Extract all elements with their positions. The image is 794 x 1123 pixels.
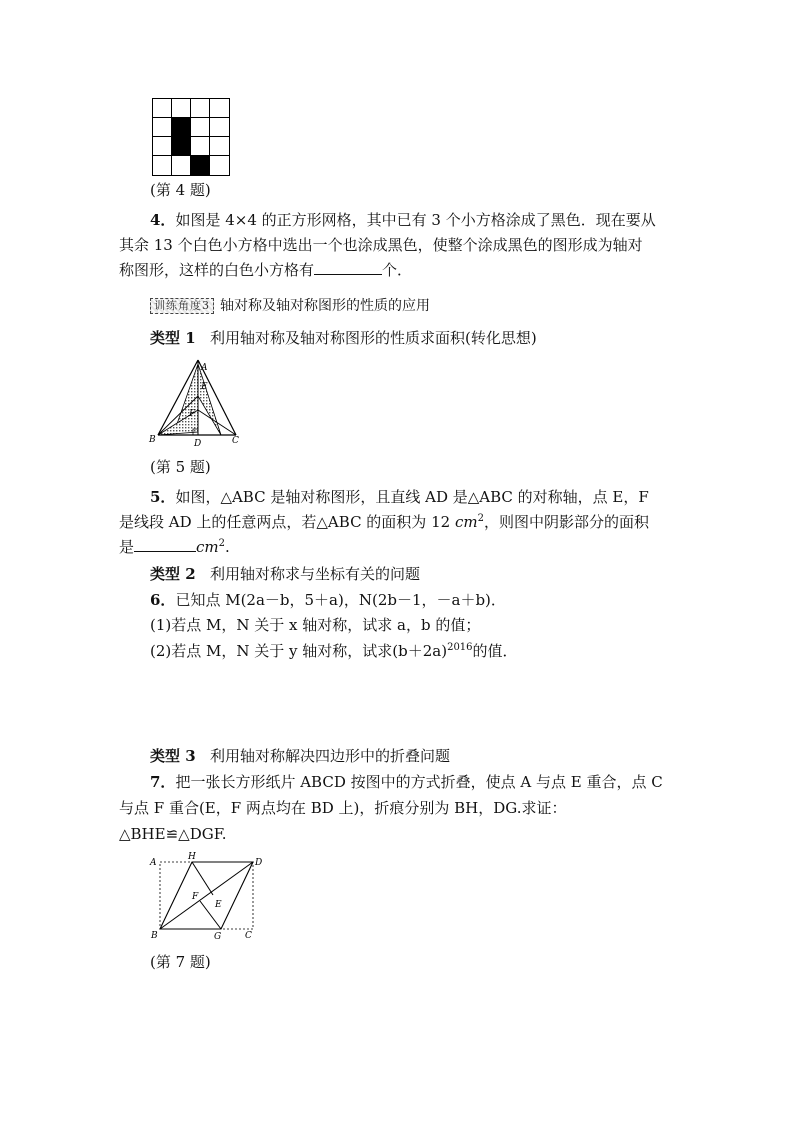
q7-number: 7． (150, 773, 176, 791)
q6-line1 (150, 590, 506, 610)
q5-text-3a: 是 (119, 538, 135, 556)
q5-text-3b: . (225, 538, 230, 556)
section-badge: 训练角度3 (150, 298, 214, 314)
type1-heading (150, 328, 537, 348)
q5-figure-caption: (第 5 题) (150, 458, 211, 476)
q4-line3 (119, 260, 412, 280)
q7-label-G: G (214, 932, 222, 942)
q7-label-A: A (150, 858, 157, 868)
q7-line3: △BHE≌△DGF. (119, 825, 227, 843)
q5-label-A: A (201, 363, 208, 373)
q6-text-2b: 的值． (472, 642, 518, 660)
q4-line1 (150, 210, 656, 230)
type3-title: 利用轴对称解决四边形中的折叠问题 (209, 747, 450, 765)
q7-label-E: E (215, 900, 222, 910)
q7-text-1: 把一张长方形纸片 ABCD 按图中的方式折叠，使点 A 与点 E 重合，点 C (175, 773, 663, 791)
q5-label-C: C (232, 436, 239, 446)
q5-answer-blank (134, 537, 196, 552)
q7-figure-caption: (第 7 题) (150, 953, 211, 971)
q5-number: 5． (150, 488, 176, 506)
q6-text-1: 已知点 M(2a－b，5＋a)，N(2b－1，－a＋b)． (175, 591, 506, 609)
q5-text-2b: ，则图中阴影部分的面积 (483, 513, 649, 531)
q4-grid-figure (152, 98, 230, 176)
q4-text-3a: 称图形，这样的白色小方格有 (119, 261, 315, 279)
q7-label-B: B (151, 931, 158, 941)
type2-label: 类型 2 (150, 565, 196, 583)
q7-label-D: D (255, 858, 262, 868)
q4-text-1: 如图是 4×4 的正方形网格，其中已有 3 个小方格涂成了黑色．现在要从 (175, 211, 656, 229)
type2-heading (150, 564, 420, 584)
q7-label-F: F (192, 892, 199, 902)
q5-label-F: F (189, 409, 196, 419)
grid-black-cell-1 (172, 118, 191, 137)
q6-text-2a: (2)若点 M，N 关于 y 轴对称，试求(b＋2a) (150, 642, 448, 660)
q5-text-2a: 是线段 AD 上的任意两点，若△ABC 的面积为 12 (119, 513, 455, 531)
q5-line1 (150, 487, 649, 507)
q5-unit: cm (454, 513, 478, 531)
q7-line1 (150, 772, 663, 792)
q5-label-E: E (201, 382, 208, 392)
q6-number: 6． (150, 591, 176, 609)
type1-label: 类型 1 (150, 329, 196, 347)
q5-label-D: D (194, 439, 202, 449)
type2-title: 利用轴对称求与坐标有关的问题 (209, 565, 420, 583)
q4-number: 4． (150, 211, 176, 229)
q5-line2 (119, 512, 649, 532)
type3-label: 类型 3 (150, 747, 196, 765)
q5-triangle-figure (146, 352, 246, 452)
q6-part2 (150, 641, 518, 661)
q5-unit-exp: 2 (477, 513, 484, 524)
section-header (150, 295, 430, 316)
q6-part1: (1)若点 M，N 关于 x 轴对称，试求 a，b 的值； (150, 616, 481, 634)
grid-black-cell-2 (172, 137, 191, 156)
q7-rectangle-figure (147, 852, 262, 944)
section-title: 轴对称及轴对称图形的性质的应用 (220, 298, 430, 314)
q4-line2: 其余 13 个白色小方格中选出一个也涂成黑色，使整个涂成黑色的图形成为轴对 (119, 236, 643, 254)
q5-label-B: B (149, 435, 156, 445)
type1-title: 利用轴对称及轴对称图形的性质求面积(转化思想) (209, 329, 537, 347)
q7-label-C: C (245, 931, 252, 941)
q5-text-1: 如图，△ABC 是轴对称图形，且直线 AD 是△ABC 的对称轴，点 E，F (175, 488, 649, 506)
q5-line3 (119, 537, 230, 557)
q6-exponent: 2016 (447, 642, 473, 653)
q4-figure-caption: (第 4 题) (150, 181, 211, 199)
q4-text-3b: 个． (382, 261, 413, 279)
q4-answer-blank (314, 260, 382, 275)
q5-unit-2: cm (196, 538, 219, 556)
grid-black-cell-3 (191, 156, 210, 176)
q5-unit-exp-2: 2 (218, 538, 226, 549)
q7-line2: 与点 F 重合(E，F 两点均在 BD 上)，折痕分别为 BH，DG.求证： (119, 799, 567, 817)
type3-heading (150, 746, 450, 766)
q7-label-H: H (188, 852, 196, 862)
